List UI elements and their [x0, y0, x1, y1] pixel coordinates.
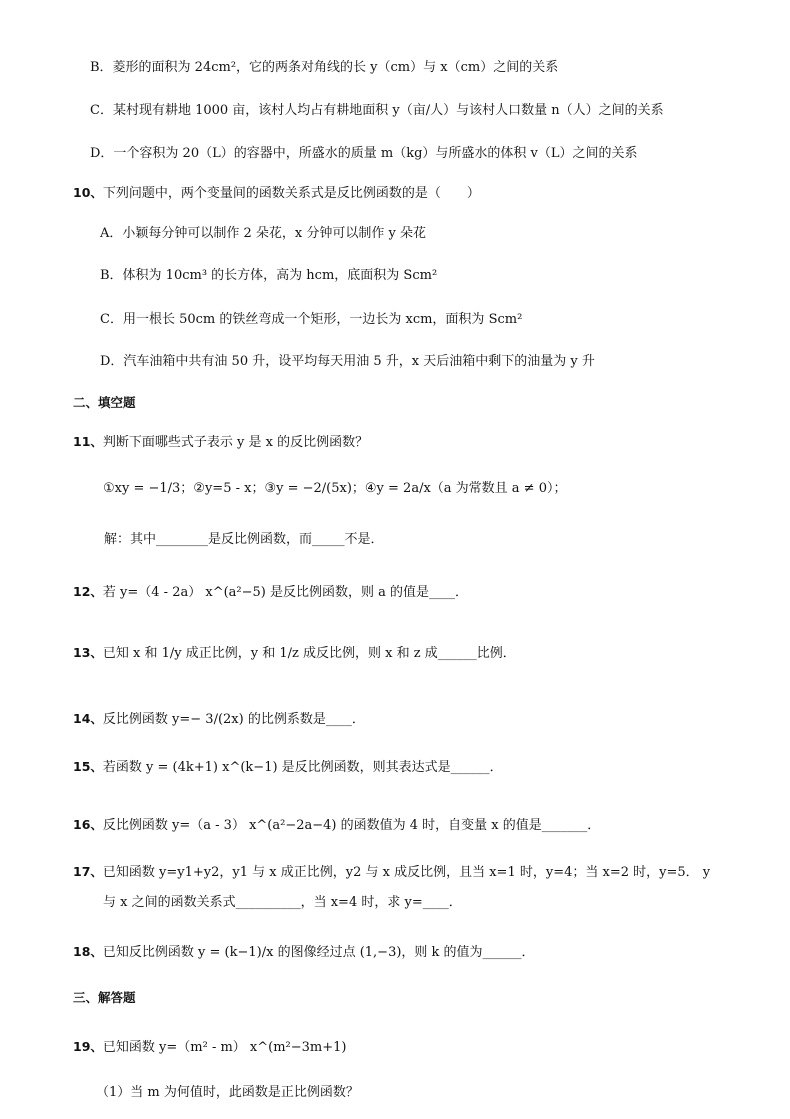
q10-stem: 下列问题中，两个变量间的函数关系式是反比例函数的是（ ）: [102, 186, 480, 201]
q17-text-2: 与 x 之间的函数关系式__________，当 x=4 时，求 y=____．: [103, 895, 462, 910]
q17-line1: [73, 862, 710, 883]
q18-text: 已知反比例函数 y = (k−1)/x 的图像经过点 (1,−3)，则 k 的值为______．: [102, 945, 535, 960]
q10-option-a: A．小颖每分钟可以制作 2 朵花，x 分钟可以制作 y 朵花: [100, 226, 426, 241]
section-fill-in-title: 二、填空题: [73, 395, 136, 410]
q16-line: [73, 815, 600, 836]
q16-number: 16、: [73, 817, 103, 832]
q15-line: [73, 757, 503, 778]
q10-option-d: D．汽车油箱中共有油 50 升，设平均每天用油 5 升，x 天后油箱中剩下的油量为 y 升: [100, 354, 595, 369]
q10-stem-line: [73, 183, 480, 204]
q13-line: [73, 643, 516, 664]
q10-option-b: B．体积为 10cm³ 的长方体，高为 hcm，底面积为 Scm²: [100, 268, 438, 283]
q17-text-1: 已知函数 y=y1+y2，y1 与 x 成正比例，y2 与 x 成反比例，且当 x=1 时，y=4；当 x=2 时，y=5． y: [102, 865, 711, 880]
q12-text: 若 y=（4 - 2a） x^(a²−5) 是反比例函数，则 a 的值是____．: [102, 585, 468, 600]
q19-part1: （1）当 m 为何值时，此函数是正比例函数？: [96, 1085, 359, 1100]
q11-number: 11、: [73, 434, 103, 449]
q9-option-b: B．菱形的面积为 24cm²，它的两条对角线的长 y（cm）与 x（cm）之间的关系: [90, 60, 559, 75]
q17-number: 17、: [73, 864, 103, 879]
q14-number: 14、: [73, 711, 103, 726]
q16-text: 反比例函数 y=（a - 3） x^(a²−2a−4) 的函数值为 4 时，自变量 x 的值是_______．: [102, 818, 601, 833]
q18-number: 18、: [73, 944, 103, 959]
q18-line: [73, 942, 535, 963]
q11-formulas: ①xy = −1/3；②y=5 - x；③y = −2/(5x)；④y = 2a/x（a 为常数且 a ≠ 0）；: [103, 481, 567, 496]
section-answer-title: 三、解答题: [73, 990, 136, 1005]
q19-line: [73, 1037, 347, 1058]
q19-stem: 已知函数 y=（m² - m） x^(m²−3m+1): [102, 1040, 347, 1055]
q14-line: [73, 709, 365, 730]
q12-line: [73, 582, 468, 603]
q10-number: 10、: [73, 185, 103, 200]
q15-number: 15、: [73, 759, 103, 774]
q9-option-d: D．一个容积为 20（L）的容器中，所盛水的质量 m（kg）与所盛水的体积 v（L）之间的关系: [90, 146, 638, 161]
q19-number: 19、: [73, 1039, 103, 1054]
q14-text: 反比例函数 y=− 3/(2x) 的比例系数是____．: [102, 712, 365, 727]
q11-stem: 判断下面哪些式子表示 y 是 x 的反比例函数？: [102, 435, 369, 450]
q11-stem-line: [73, 432, 368, 453]
q11-answer: 解：其中________是反比例函数，而_____不是．: [104, 532, 384, 547]
q13-number: 13、: [73, 645, 103, 660]
q9-option-c: C．某村现有耕地 1000 亩，该村人均占有耕地面积 y（亩/人）与该村人口数量 n（人）之间的关系: [90, 103, 664, 118]
q12-number: 12、: [73, 584, 103, 599]
q15-text: 若函数 y = (4k+1) x^(k−1) 是反比例函数，则其表达式是______．: [102, 760, 503, 775]
q10-option-c: C．用一根长 50cm 的铁丝弯成一个矩形，一边长为 xcm，面积为 Scm²: [100, 312, 523, 327]
q13-text: 已知 x 和 1/y 成正比例，y 和 1/z 成反比例，则 x 和 z 成______比例．: [102, 646, 516, 661]
